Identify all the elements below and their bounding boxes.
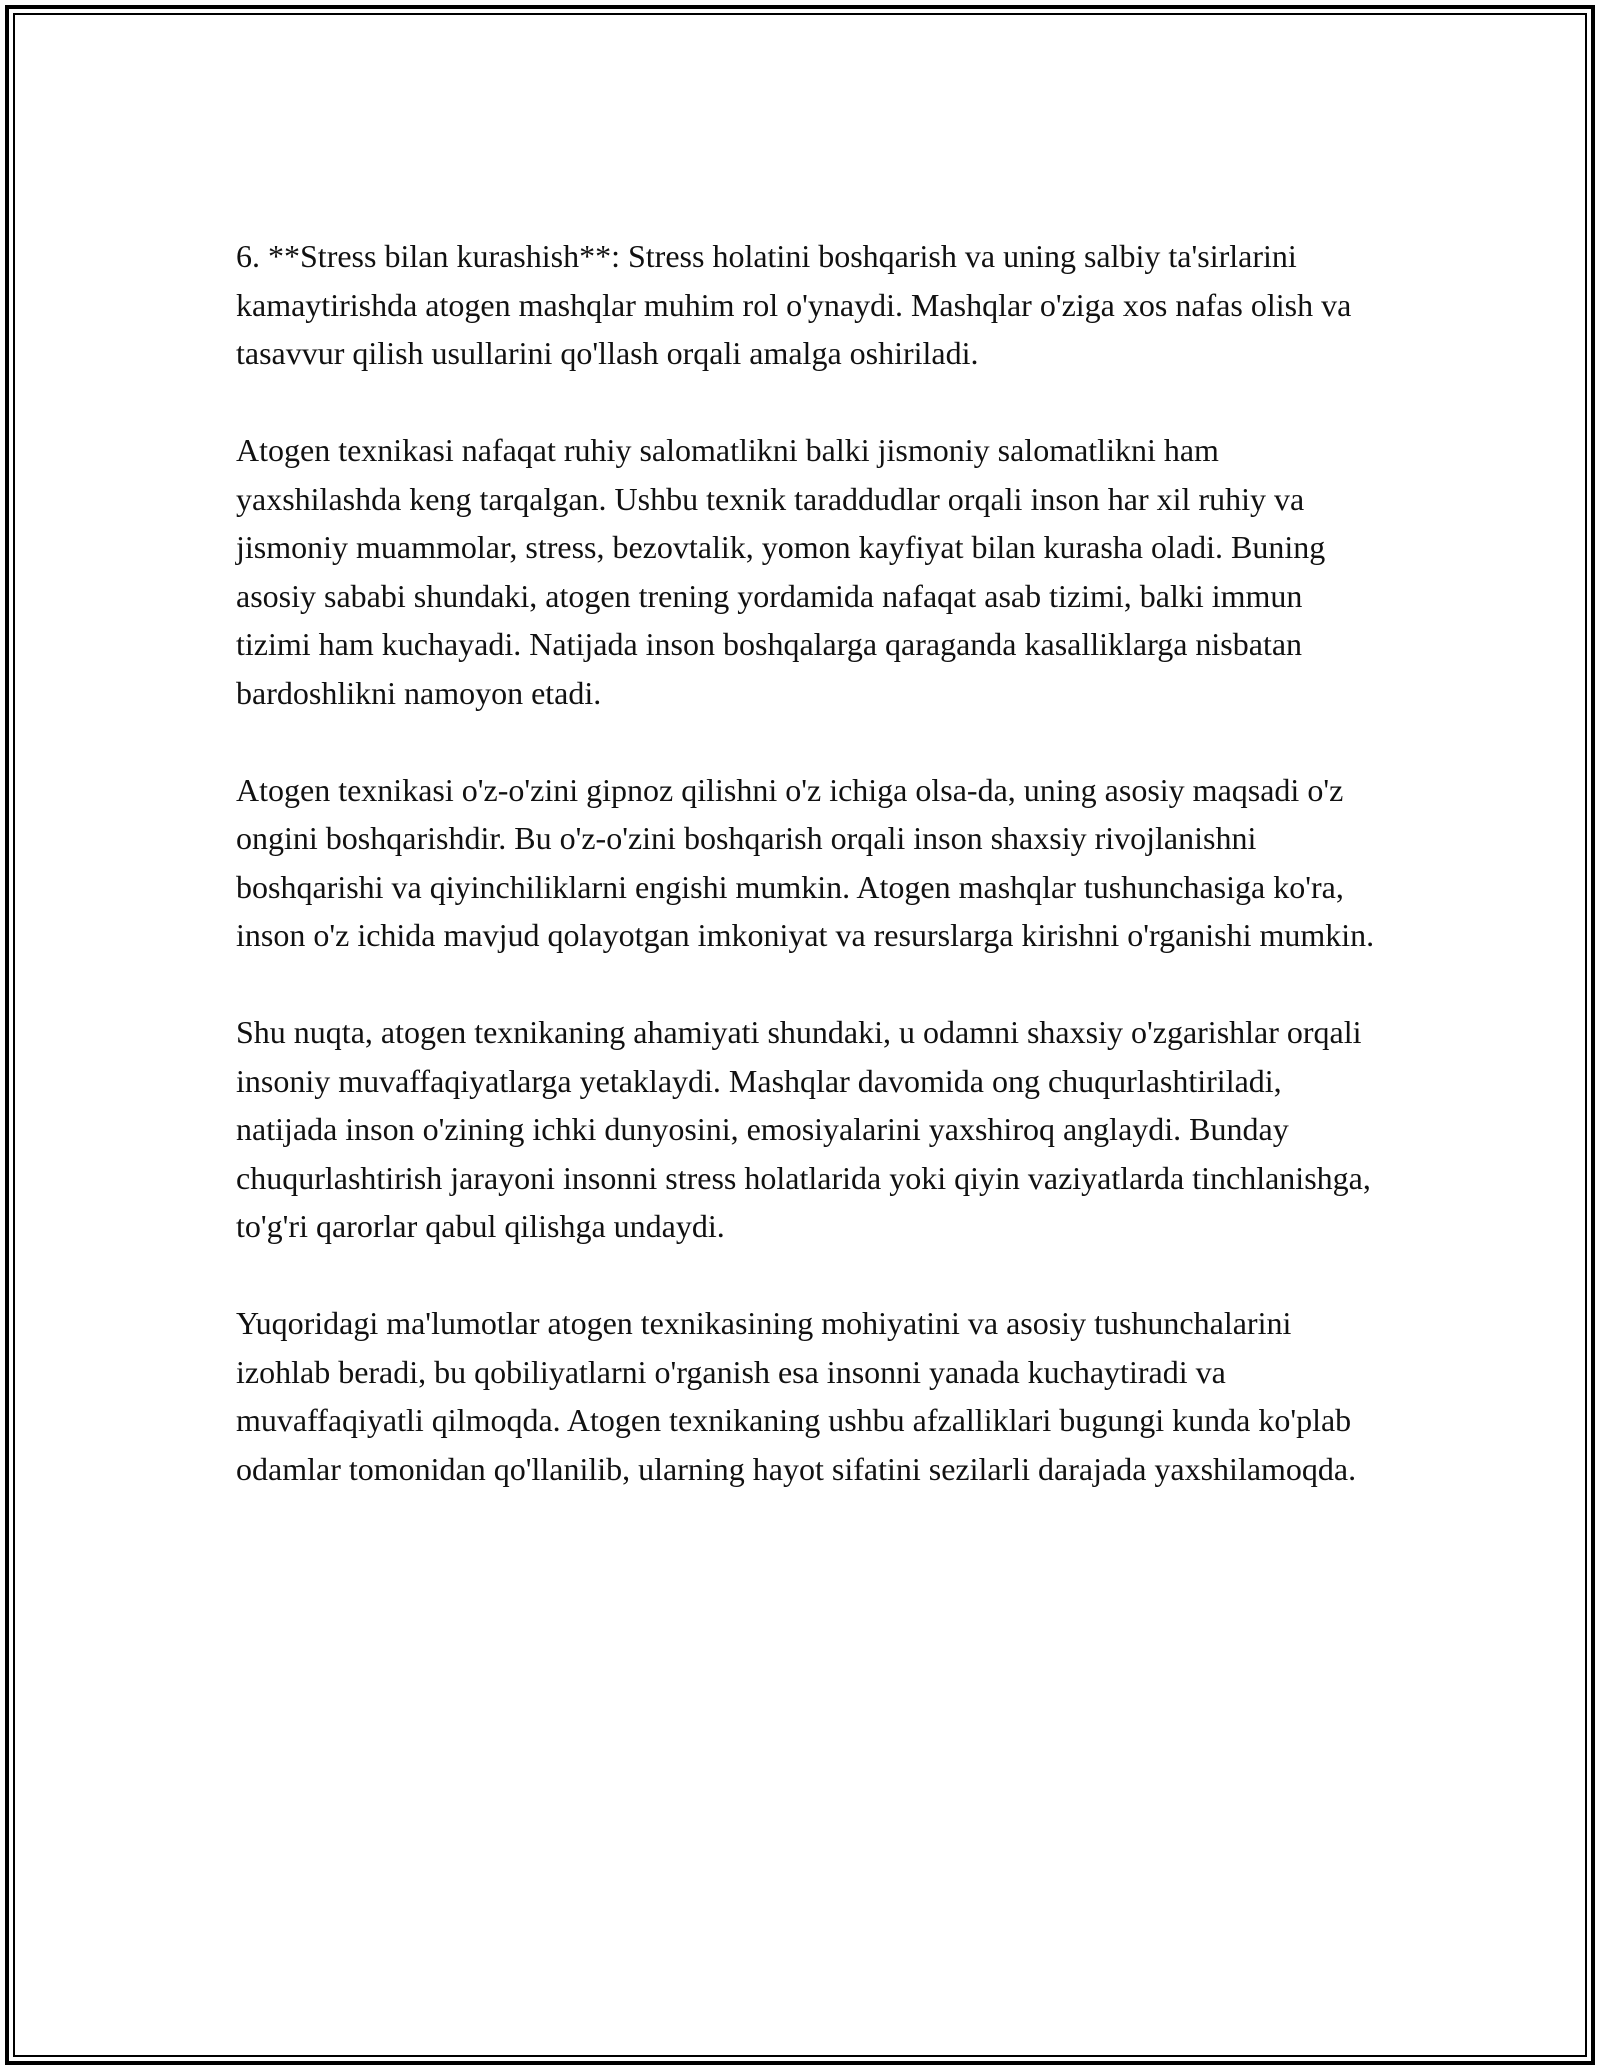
paragraph-conclusion: Yuqoridagi ma'lumotlar atogen texnikasining mohiyatini va asosiy tushunchalarini izohlab beradi, bu qobiliyatlarni o'rganish esa insonni yanada kuchaytiradi va muvaffaqiyatli qilmoqda. Atogen texnikaning ushbu afzalliklari bugungi kunda ko'plab odamlar tomonidan qo'llanilib, ularning hayot sifatini sezilarli darajada yaxshilamoqda. [236,1305,1357,1487]
paragraph-health-benefits: Atogen texnikasi nafaqat ruhiy salomatlikni balki jismoniy salomatlikni ham yaxshilashda keng tarqalgan. Ushbu texnik taraddudlar orqali inson har xil ruhiy va jismoniy muammolar, stress, bezovtalik, yomon kayfiyat bilan kurasha oladi. Buning asosiy sababi shundaki, atogen trening yordamida nafaqat asab tizimi, balki immun tizimi ham kuchayadi. Natijada inson boshqalarga qaraganda kasalliklarga nisbatan bardoshlikni namoyon etadi. [236,432,1326,711]
paragraph-stress-management: 6. **Stress bilan kurashish**: Stress holatini boshqarish va uning salbiy ta'sirlarini kamaytirishda atogen mashqlar muhim rol o'ynaydi. Mashqlar o'ziga xos nafas olish va tasavvur qilish usullarini qo'llash orqali amalga oshiriladi. [236,238,1352,371]
document-body [236,232,1376,1542]
paragraph-importance: Shu nuqta, atogen texnikaning ahamiyati shundaki, u odamni shaxsiy o'zgarishlar orqali insoniy muvaffaqiyatlarga yetaklaydi. Mashqlar davomida ong chuqurlashtiriladi, natijada inson o'zining ichki dunyosini, emosiyalarini yaxshiroq anglaydi. Bunday chuqurlashtirish jarayoni insonni stress holatlarida yoki qiyin vaziyatlarda tinchlanishga, to'g'ri qarorlar qabul qilishga undaydi. [236,1014,1371,1244]
paragraph-self-control: Atogen texnikasi o'z-o'zini gipnoz qilishni o'z ichiga olsa-da, uning asosiy maqsadi o'z ongini boshqarishdir. Bu o'z-o'zini boshqarish orqali inson shaxsiy rivojlanishni boshqarishi va qiyinchiliklarni engishi mumkin. Atogen mashqlar tushunchasiga ko'ra, inson o'z ichida mavjud qolayotgan imkoniyat va resurslarga kirishni o'rganishi mumkin. [236,771,1375,953]
